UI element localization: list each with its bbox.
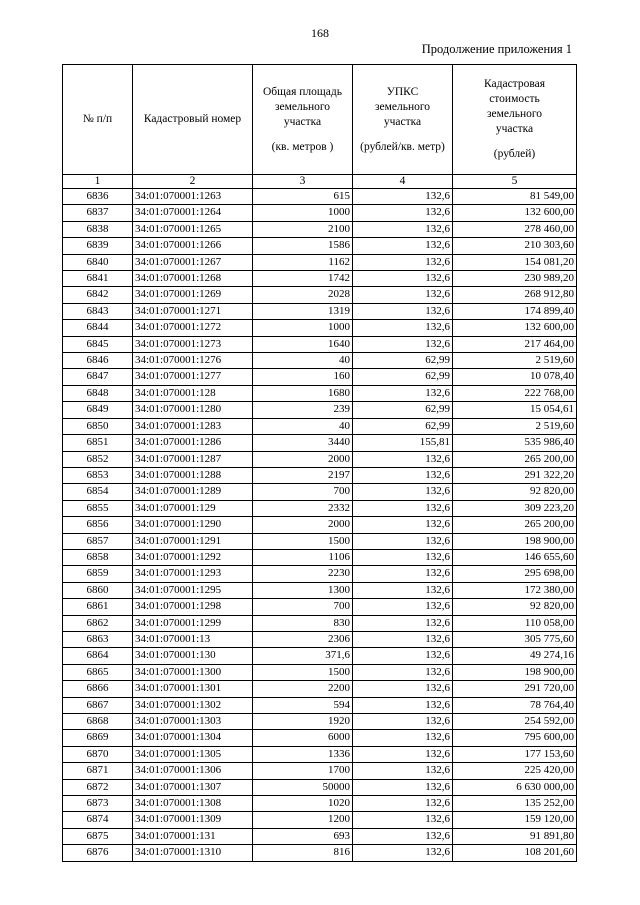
cadastral-number-cell: 34:01:070001:1269 xyxy=(133,287,253,303)
row-number-cell: 6875 xyxy=(63,828,133,844)
row-number-cell: 6872 xyxy=(63,779,133,795)
table-row xyxy=(63,812,577,828)
table-row xyxy=(63,549,577,565)
cadastral-number-cell: 34:01:070001:1304 xyxy=(133,730,253,746)
upks-cell: 132,6 xyxy=(353,779,453,795)
table-row xyxy=(63,287,577,303)
upks-cell: 132,6 xyxy=(353,648,453,664)
area-cell: 1162 xyxy=(253,254,353,270)
cadastral-value-cell: 230 989,20 xyxy=(453,271,577,287)
table-row xyxy=(63,845,577,861)
table-row xyxy=(63,484,577,500)
cadastral-number-cell: 34:01:070001:1306 xyxy=(133,763,253,779)
table-row xyxy=(63,254,577,270)
table-row xyxy=(63,631,577,647)
row-number-cell: 6840 xyxy=(63,254,133,270)
cadastral-number-cell: 34:01:070001:1288 xyxy=(133,467,253,483)
row-number-cell: 6849 xyxy=(63,402,133,418)
row-number-cell: 6854 xyxy=(63,484,133,500)
upks-cell: 132,6 xyxy=(353,681,453,697)
table-row xyxy=(63,221,577,237)
table-row xyxy=(63,320,577,336)
upks-cell: 132,6 xyxy=(353,763,453,779)
upks-cell: 62,99 xyxy=(353,369,453,385)
row-number-cell: 6838 xyxy=(63,221,133,237)
cadastral-number-cell: 34:01:070001:1276 xyxy=(133,353,253,369)
cadastral-number-cell: 34:01:070001:1277 xyxy=(133,369,253,385)
area-cell: 1000 xyxy=(253,205,353,221)
cadastral-value-cell: 2 519,60 xyxy=(453,353,577,369)
area-cell: 40 xyxy=(253,418,353,434)
area-cell: 239 xyxy=(253,402,353,418)
cadastral-value-table xyxy=(62,64,577,862)
area-cell: 830 xyxy=(253,615,353,631)
cadastral-number-cell: 34:01:070001:1292 xyxy=(133,549,253,565)
area-cell: 371,6 xyxy=(253,648,353,664)
column-number: 4 xyxy=(353,175,453,189)
cadastral-number-cell: 34:01:070001:1299 xyxy=(133,615,253,631)
cadastral-value-cell: 15 054,61 xyxy=(453,402,577,418)
area-cell: 50000 xyxy=(253,779,353,795)
cadastral-value-cell: 2 519,60 xyxy=(453,418,577,434)
area-cell: 2028 xyxy=(253,287,353,303)
cadastral-value-cell: 225 420,00 xyxy=(453,763,577,779)
upks-cell: 132,6 xyxy=(353,254,453,270)
upks-cell: 132,6 xyxy=(353,631,453,647)
row-number-cell: 6874 xyxy=(63,812,133,828)
cadastral-number-cell: 34:01:070001:1271 xyxy=(133,303,253,319)
area-cell: 2100 xyxy=(253,221,353,237)
cadastral-value-cell: 174 899,40 xyxy=(453,303,577,319)
cadastral-number-cell: 34:01:070001:1272 xyxy=(133,320,253,336)
row-number-cell: 6847 xyxy=(63,369,133,385)
area-cell: 1200 xyxy=(253,812,353,828)
row-number-cell: 6870 xyxy=(63,746,133,762)
area-cell: 2200 xyxy=(253,681,353,697)
table-row xyxy=(63,353,577,369)
row-number-cell: 6868 xyxy=(63,714,133,730)
upks-cell: 132,6 xyxy=(353,566,453,582)
upks-cell: 132,6 xyxy=(353,303,453,319)
header-area-unit: (кв. метров ) xyxy=(271,140,334,153)
cadastral-number-cell: 34:01:070001:13 xyxy=(133,631,253,647)
table-row xyxy=(63,369,577,385)
table-row xyxy=(63,435,577,451)
cadastral-value-cell: 268 912,80 xyxy=(453,287,577,303)
upks-cell: 132,6 xyxy=(353,582,453,598)
table-row xyxy=(63,451,577,467)
cadastral-value-cell: 110 058,00 xyxy=(453,615,577,631)
upks-cell: 132,6 xyxy=(353,599,453,615)
cadastral-value-cell: 108 201,60 xyxy=(453,845,577,861)
row-number-cell: 6873 xyxy=(63,796,133,812)
row-number-cell: 6869 xyxy=(63,730,133,746)
area-cell: 1680 xyxy=(253,385,353,401)
area-cell: 6000 xyxy=(253,730,353,746)
area-cell: 2306 xyxy=(253,631,353,647)
header-upks: УПКС земельного участка (рублей/кв. метр) xyxy=(353,65,453,175)
area-cell: 1586 xyxy=(253,238,353,254)
row-number-cell: 6856 xyxy=(63,517,133,533)
area-cell: 1336 xyxy=(253,746,353,762)
cadastral-number-cell: 34:01:070001:1302 xyxy=(133,697,253,713)
header-num: № п/п xyxy=(63,65,133,175)
cadastral-value-cell: 198 900,00 xyxy=(453,664,577,680)
upks-cell: 132,6 xyxy=(353,812,453,828)
table-row xyxy=(63,730,577,746)
area-cell: 40 xyxy=(253,353,353,369)
row-number-cell: 6860 xyxy=(63,582,133,598)
row-number-cell: 6864 xyxy=(63,648,133,664)
cadastral-number-cell: 34:01:070001:1293 xyxy=(133,566,253,582)
row-number-cell: 6851 xyxy=(63,435,133,451)
upks-cell: 132,6 xyxy=(353,238,453,254)
row-number-cell: 6841 xyxy=(63,271,133,287)
cadastral-number-cell: 34:01:070001:128 xyxy=(133,385,253,401)
upks-cell: 132,6 xyxy=(353,828,453,844)
cadastral-value-cell: 295 698,00 xyxy=(453,566,577,582)
table-row xyxy=(63,714,577,730)
area-cell: 1640 xyxy=(253,336,353,352)
upks-cell: 132,6 xyxy=(353,221,453,237)
cadastral-value-cell: 154 081,20 xyxy=(453,254,577,270)
cadastral-number-cell: 34:01:070001:1273 xyxy=(133,336,253,352)
cadastral-value-cell: 291 720,00 xyxy=(453,681,577,697)
cadastral-value-cell: 92 820,00 xyxy=(453,484,577,500)
area-cell: 594 xyxy=(253,697,353,713)
cadastral-value-cell: 291 322,20 xyxy=(453,467,577,483)
cadastral-number-cell: 34:01:070001:1300 xyxy=(133,664,253,680)
upks-cell: 132,6 xyxy=(353,517,453,533)
area-cell: 1106 xyxy=(253,549,353,565)
column-number-row xyxy=(63,175,577,189)
row-number-cell: 6843 xyxy=(63,303,133,319)
row-number-cell: 6853 xyxy=(63,467,133,483)
cadastral-number-cell: 34:01:070001:1298 xyxy=(133,599,253,615)
cadastral-number-cell: 34:01:070001:1286 xyxy=(133,435,253,451)
cadastral-number-cell: 34:01:070001:1280 xyxy=(133,402,253,418)
cadastral-number-cell: 34:01:070001:1268 xyxy=(133,271,253,287)
row-number-cell: 6839 xyxy=(63,238,133,254)
row-number-cell: 6844 xyxy=(63,320,133,336)
column-number: 5 xyxy=(453,175,577,189)
cadastral-value-cell: 92 820,00 xyxy=(453,599,577,615)
upks-cell: 132,6 xyxy=(353,796,453,812)
cadastral-value-cell: 198 900,00 xyxy=(453,533,577,549)
upks-cell: 132,6 xyxy=(353,845,453,861)
cadastral-value-cell: 132 600,00 xyxy=(453,320,577,336)
cadastral-value-cell: 210 303,60 xyxy=(453,238,577,254)
area-cell: 2000 xyxy=(253,451,353,467)
upks-cell: 132,6 xyxy=(353,467,453,483)
upks-cell: 132,6 xyxy=(353,533,453,549)
cadastral-value-cell: 172 380,00 xyxy=(453,582,577,598)
area-cell: 1742 xyxy=(253,271,353,287)
area-cell: 1300 xyxy=(253,582,353,598)
header-cadastral: Кадастровый номер xyxy=(133,65,253,175)
upks-cell: 132,6 xyxy=(353,320,453,336)
table-row xyxy=(63,271,577,287)
cadastral-number-cell: 34:01:070001:1309 xyxy=(133,812,253,828)
cadastral-number-cell: 34:01:070001:1307 xyxy=(133,779,253,795)
upks-cell: 132,6 xyxy=(353,205,453,221)
row-number-cell: 6863 xyxy=(63,631,133,647)
upks-cell: 62,99 xyxy=(353,402,453,418)
area-cell: 693 xyxy=(253,828,353,844)
cadastral-number-cell: 34:01:070001:1264 xyxy=(133,205,253,221)
table-row xyxy=(63,697,577,713)
column-number: 3 xyxy=(253,175,353,189)
cadastral-number-cell: 34:01:070001:131 xyxy=(133,828,253,844)
row-number-cell: 6855 xyxy=(63,500,133,516)
table-row xyxy=(63,533,577,549)
area-cell: 2332 xyxy=(253,500,353,516)
upks-cell: 132,6 xyxy=(353,189,453,205)
upks-cell: 132,6 xyxy=(353,336,453,352)
cadastral-value-cell: 795 600,00 xyxy=(453,730,577,746)
upks-cell: 132,6 xyxy=(353,287,453,303)
upks-cell: 155,81 xyxy=(353,435,453,451)
table-row xyxy=(63,763,577,779)
row-number-cell: 6862 xyxy=(63,615,133,631)
cadastral-value-cell: 278 460,00 xyxy=(453,221,577,237)
area-cell: 1700 xyxy=(253,763,353,779)
table-row xyxy=(63,517,577,533)
cadastral-value-cell: 309 223,20 xyxy=(453,500,577,516)
row-number-cell: 6842 xyxy=(63,287,133,303)
continuation-label: Продолжение приложения 1 xyxy=(421,42,572,56)
area-cell: 816 xyxy=(253,845,353,861)
row-number-cell: 6837 xyxy=(63,205,133,221)
row-number-cell: 6848 xyxy=(63,385,133,401)
upks-cell: 132,6 xyxy=(353,484,453,500)
table-row xyxy=(63,664,577,680)
header-value: Кадастровая стоимость земельного участка (рублей) xyxy=(453,65,577,175)
table-row xyxy=(63,385,577,401)
row-number-cell: 6836 xyxy=(63,189,133,205)
cadastral-number-cell: 34:01:070001:1265 xyxy=(133,221,253,237)
row-number-cell: 6852 xyxy=(63,451,133,467)
cadastral-number-cell: 34:01:070001:1308 xyxy=(133,796,253,812)
cadastral-value-cell: 10 078,40 xyxy=(453,369,577,385)
table-row xyxy=(63,205,577,221)
area-cell: 1500 xyxy=(253,533,353,549)
cadastral-number-cell: 34:01:070001:129 xyxy=(133,500,253,516)
area-cell: 1319 xyxy=(253,303,353,319)
table-row xyxy=(63,303,577,319)
row-number-cell: 6871 xyxy=(63,763,133,779)
column-number: 2 xyxy=(133,175,253,189)
area-cell: 700 xyxy=(253,599,353,615)
table-row xyxy=(63,828,577,844)
table-row xyxy=(63,238,577,254)
upks-cell: 62,99 xyxy=(353,418,453,434)
cadastral-number-cell: 34:01:070001:1305 xyxy=(133,746,253,762)
area-cell: 2197 xyxy=(253,467,353,483)
cadastral-number-cell: 34:01:070001:1266 xyxy=(133,238,253,254)
upks-cell: 132,6 xyxy=(353,697,453,713)
page-number: 168 xyxy=(311,26,329,40)
table-row xyxy=(63,566,577,582)
upks-cell: 132,6 xyxy=(353,451,453,467)
row-number-cell: 6850 xyxy=(63,418,133,434)
header-value-unit: (рублей) xyxy=(493,148,536,160)
cadastral-number-cell: 34:01:070001:130 xyxy=(133,648,253,664)
row-number-cell: 6861 xyxy=(63,599,133,615)
cadastral-value-cell: 305 775,60 xyxy=(453,631,577,647)
table-row xyxy=(63,418,577,434)
upks-cell: 132,6 xyxy=(353,549,453,565)
area-cell: 1920 xyxy=(253,714,353,730)
upks-cell: 132,6 xyxy=(353,500,453,516)
row-number-cell: 6867 xyxy=(63,697,133,713)
row-number-cell: 6857 xyxy=(63,533,133,549)
cadastral-value-cell: 91 891,80 xyxy=(453,828,577,844)
cadastral-value-cell: 6 630 000,00 xyxy=(453,779,577,795)
cadastral-value-cell: 222 768,00 xyxy=(453,385,577,401)
cadastral-number-cell: 34:01:070001:1283 xyxy=(133,418,253,434)
cadastral-value-cell: 177 153,60 xyxy=(453,746,577,762)
table-row xyxy=(63,500,577,516)
area-cell: 1500 xyxy=(253,664,353,680)
cadastral-number-cell: 34:01:070001:1303 xyxy=(133,714,253,730)
table-row xyxy=(63,467,577,483)
cadastral-number-cell: 34:01:070001:1291 xyxy=(133,533,253,549)
table-row xyxy=(63,615,577,631)
cadastral-value-cell: 146 655,60 xyxy=(453,549,577,565)
cadastral-value-cell: 535 986,40 xyxy=(453,435,577,451)
header-row xyxy=(63,65,577,175)
cadastral-value-cell: 49 274,16 xyxy=(453,648,577,664)
area-cell: 1000 xyxy=(253,320,353,336)
cadastral-number-cell: 34:01:070001:1289 xyxy=(133,484,253,500)
cadastral-value-cell: 135 252,00 xyxy=(453,796,577,812)
area-cell: 615 xyxy=(253,189,353,205)
cadastral-value-cell: 132 600,00 xyxy=(453,205,577,221)
table-row xyxy=(63,746,577,762)
upks-cell: 132,6 xyxy=(353,271,453,287)
column-number: 1 xyxy=(63,175,133,189)
cadastral-number-cell: 34:01:070001:1295 xyxy=(133,582,253,598)
cadastral-number-cell: 34:01:070001:1287 xyxy=(133,451,253,467)
cadastral-value-cell: 265 200,00 xyxy=(453,517,577,533)
area-cell: 700 xyxy=(253,484,353,500)
upks-cell: 132,6 xyxy=(353,385,453,401)
upks-cell: 132,6 xyxy=(353,746,453,762)
cadastral-value-cell: 254 592,00 xyxy=(453,714,577,730)
table-row xyxy=(63,681,577,697)
header-area: Общая площадь земельного участка (кв. метров ) xyxy=(253,65,353,175)
upks-cell: 132,6 xyxy=(353,615,453,631)
table-row xyxy=(63,779,577,795)
table-row xyxy=(63,336,577,352)
upks-cell: 62,99 xyxy=(353,353,453,369)
row-number-cell: 6858 xyxy=(63,549,133,565)
area-cell: 1020 xyxy=(253,796,353,812)
cadastral-number-cell: 34:01:070001:1301 xyxy=(133,681,253,697)
cadastral-value-cell: 159 120,00 xyxy=(453,812,577,828)
row-number-cell: 6859 xyxy=(63,566,133,582)
cadastral-number-cell: 34:01:070001:1290 xyxy=(133,517,253,533)
table-row xyxy=(63,648,577,664)
table-row xyxy=(63,599,577,615)
cadastral-value-cell: 265 200,00 xyxy=(453,451,577,467)
upks-cell: 132,6 xyxy=(353,714,453,730)
table-row xyxy=(63,796,577,812)
table-row xyxy=(63,189,577,205)
table-row xyxy=(63,582,577,598)
upks-cell: 132,6 xyxy=(353,664,453,680)
row-number-cell: 6866 xyxy=(63,681,133,697)
cadastral-number-cell: 34:01:070001:1263 xyxy=(133,189,253,205)
area-cell: 3440 xyxy=(253,435,353,451)
upks-cell: 132,6 xyxy=(353,730,453,746)
table-row xyxy=(63,402,577,418)
row-number-cell: 6876 xyxy=(63,845,133,861)
area-cell: 2230 xyxy=(253,566,353,582)
cadastral-number-cell: 34:01:070001:1310 xyxy=(133,845,253,861)
area-cell: 160 xyxy=(253,369,353,385)
row-number-cell: 6846 xyxy=(63,353,133,369)
table-body xyxy=(63,189,577,862)
row-number-cell: 6845 xyxy=(63,336,133,352)
row-number-cell: 6865 xyxy=(63,664,133,680)
header-upks-unit: (рублей/кв. метр) xyxy=(360,140,445,153)
cadastral-value-cell: 217 464,00 xyxy=(453,336,577,352)
cadastral-value-cell: 78 764,40 xyxy=(453,697,577,713)
cadastral-number-cell: 34:01:070001:1267 xyxy=(133,254,253,270)
cadastral-value-cell: 81 549,00 xyxy=(453,189,577,205)
area-cell: 2000 xyxy=(253,517,353,533)
